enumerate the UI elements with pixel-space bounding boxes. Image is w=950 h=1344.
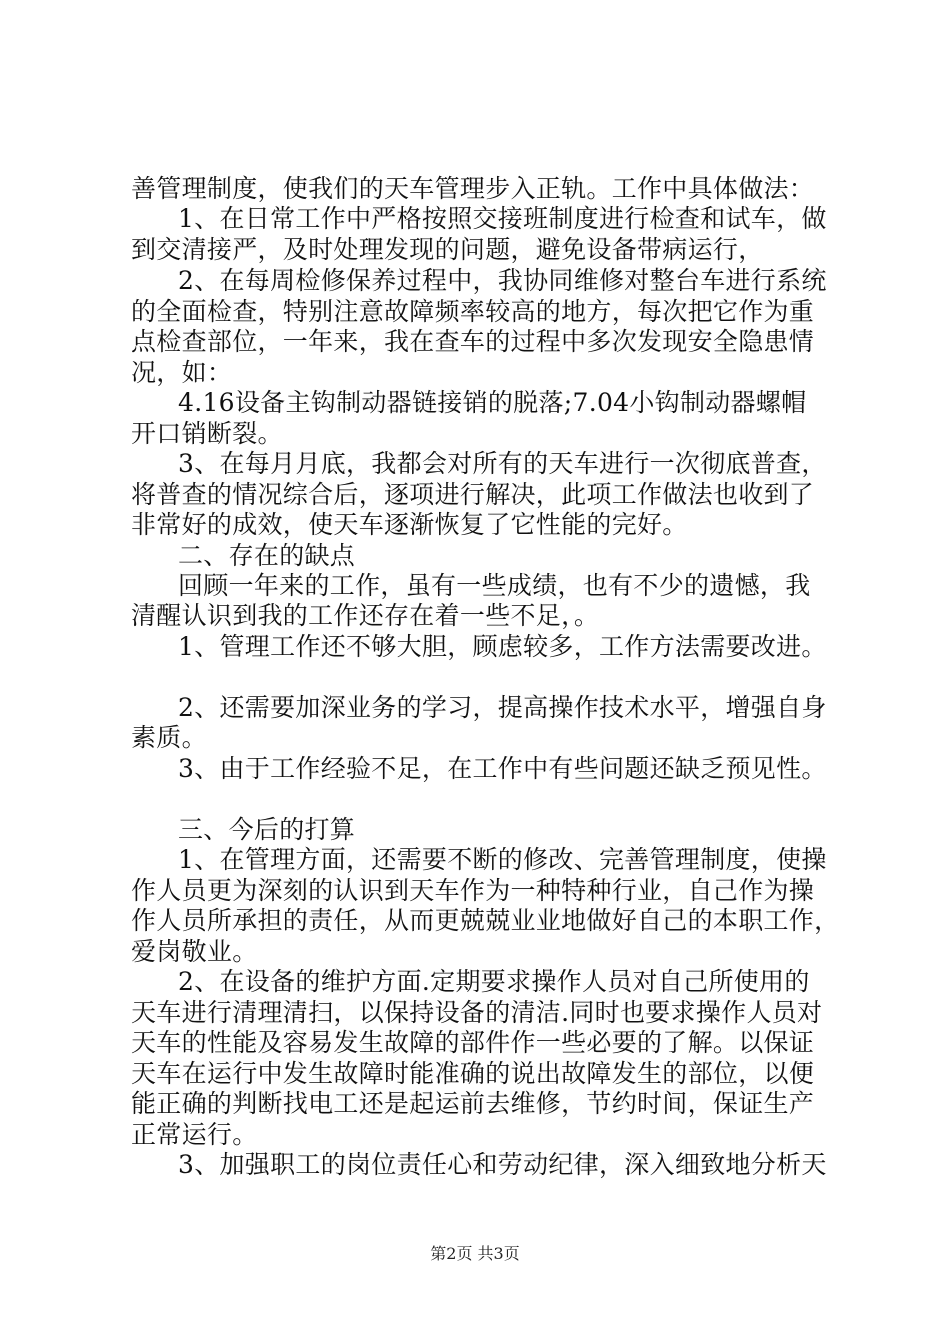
text-line: 3、由于工作经验不足，在工作中有些问题还缺乏预见性。 xyxy=(178,754,827,783)
text-line: 2、在设备的维护方面.定期要求操作人员对自己所使用的 xyxy=(178,967,810,996)
text-line: 1、在日常工作中严格按照交接班制度进行检查和试车，做 xyxy=(178,204,827,233)
text-line: 2、在每周检修保养过程中，我协同维修对整台车进行系统 xyxy=(178,266,827,295)
text-line: 的全面检查，特别注意故障频率较高的地方，每次把它作为重 xyxy=(131,297,815,326)
text-line: 3、在每月月底，我都会对所有的天车进行一次彻底普查， xyxy=(178,449,827,478)
text-line: 1、管理工作还不够大胆，顾虑较多，工作方法需要改进。 xyxy=(178,632,827,661)
text-line: 能正确的判断找电工还是起运前去维修，节约时间，保证生产 xyxy=(131,1089,815,1118)
text-line: 到交清接严，及时处理发现的问题，避免设备带病运行， xyxy=(131,235,764,264)
text-line: 作人员所承担的责任，从而更兢兢业业地做好自己的本职工作， xyxy=(131,906,840,935)
text-line: 爱岗敬业。 xyxy=(131,937,258,966)
page-number-footer: 第2页 共3页 xyxy=(430,1244,520,1263)
text-line: 回顾一年来的工作，虽有一些成绩，也有不少的遗憾，我 xyxy=(178,571,811,600)
text-line: 清醒认识到我的工作还存在着一些不足，。 xyxy=(131,601,600,630)
text-line: 将普查的情况综合后，逐项进行解决，此项工作做法也收到了 xyxy=(131,480,815,509)
text-line: 1、在管理方面，还需要不断的修改、完善管理制度，使操 xyxy=(178,845,827,874)
section-heading: 二、存在的缺点 xyxy=(178,541,356,570)
text-line: 善管理制度，使我们的天车管理步入正轨。工作中具体做法： xyxy=(131,174,815,203)
text-line: 3、加强职工的岗位责任心和劳动纪律，深入细致地分析天 xyxy=(178,1150,827,1179)
text-line: 正常运行。 xyxy=(131,1120,258,1149)
text-line: 2、还需要加深业务的学习，提高操作技术水平，增强自身 xyxy=(178,693,827,722)
text-line: 非常好的成效，使天车逐渐恢复了它性能的完好。 xyxy=(131,510,688,539)
text-line: 天车进行清理清扫，以保持设备的清洁.同时也要求操作人员对 xyxy=(131,998,823,1027)
section-heading: 三、今后的打算 xyxy=(178,815,356,844)
text-line: 作人员更为深刻的认识到天车作为一种特种行业，自己作为操 xyxy=(131,876,815,905)
text-line: 素质。 xyxy=(131,723,207,752)
text-line: 开口销断裂。 xyxy=(131,419,283,448)
text-line: 天车的性能及容易发生故障的部件作一些必要的了解。以保证 xyxy=(131,1028,815,1057)
text-line: 天车在运行中发生故障时能准确的说出故障发生的部位，以便 xyxy=(131,1059,815,1088)
text-line: 4.16设备主钩制动器链接销的脱落;7.04小钩制动器螺帽 xyxy=(178,388,807,417)
text-line: 点检查部位，一年来，我在查车的过程中多次发现安全隐患情 xyxy=(131,327,815,356)
text-line: 况，如： xyxy=(131,358,233,387)
